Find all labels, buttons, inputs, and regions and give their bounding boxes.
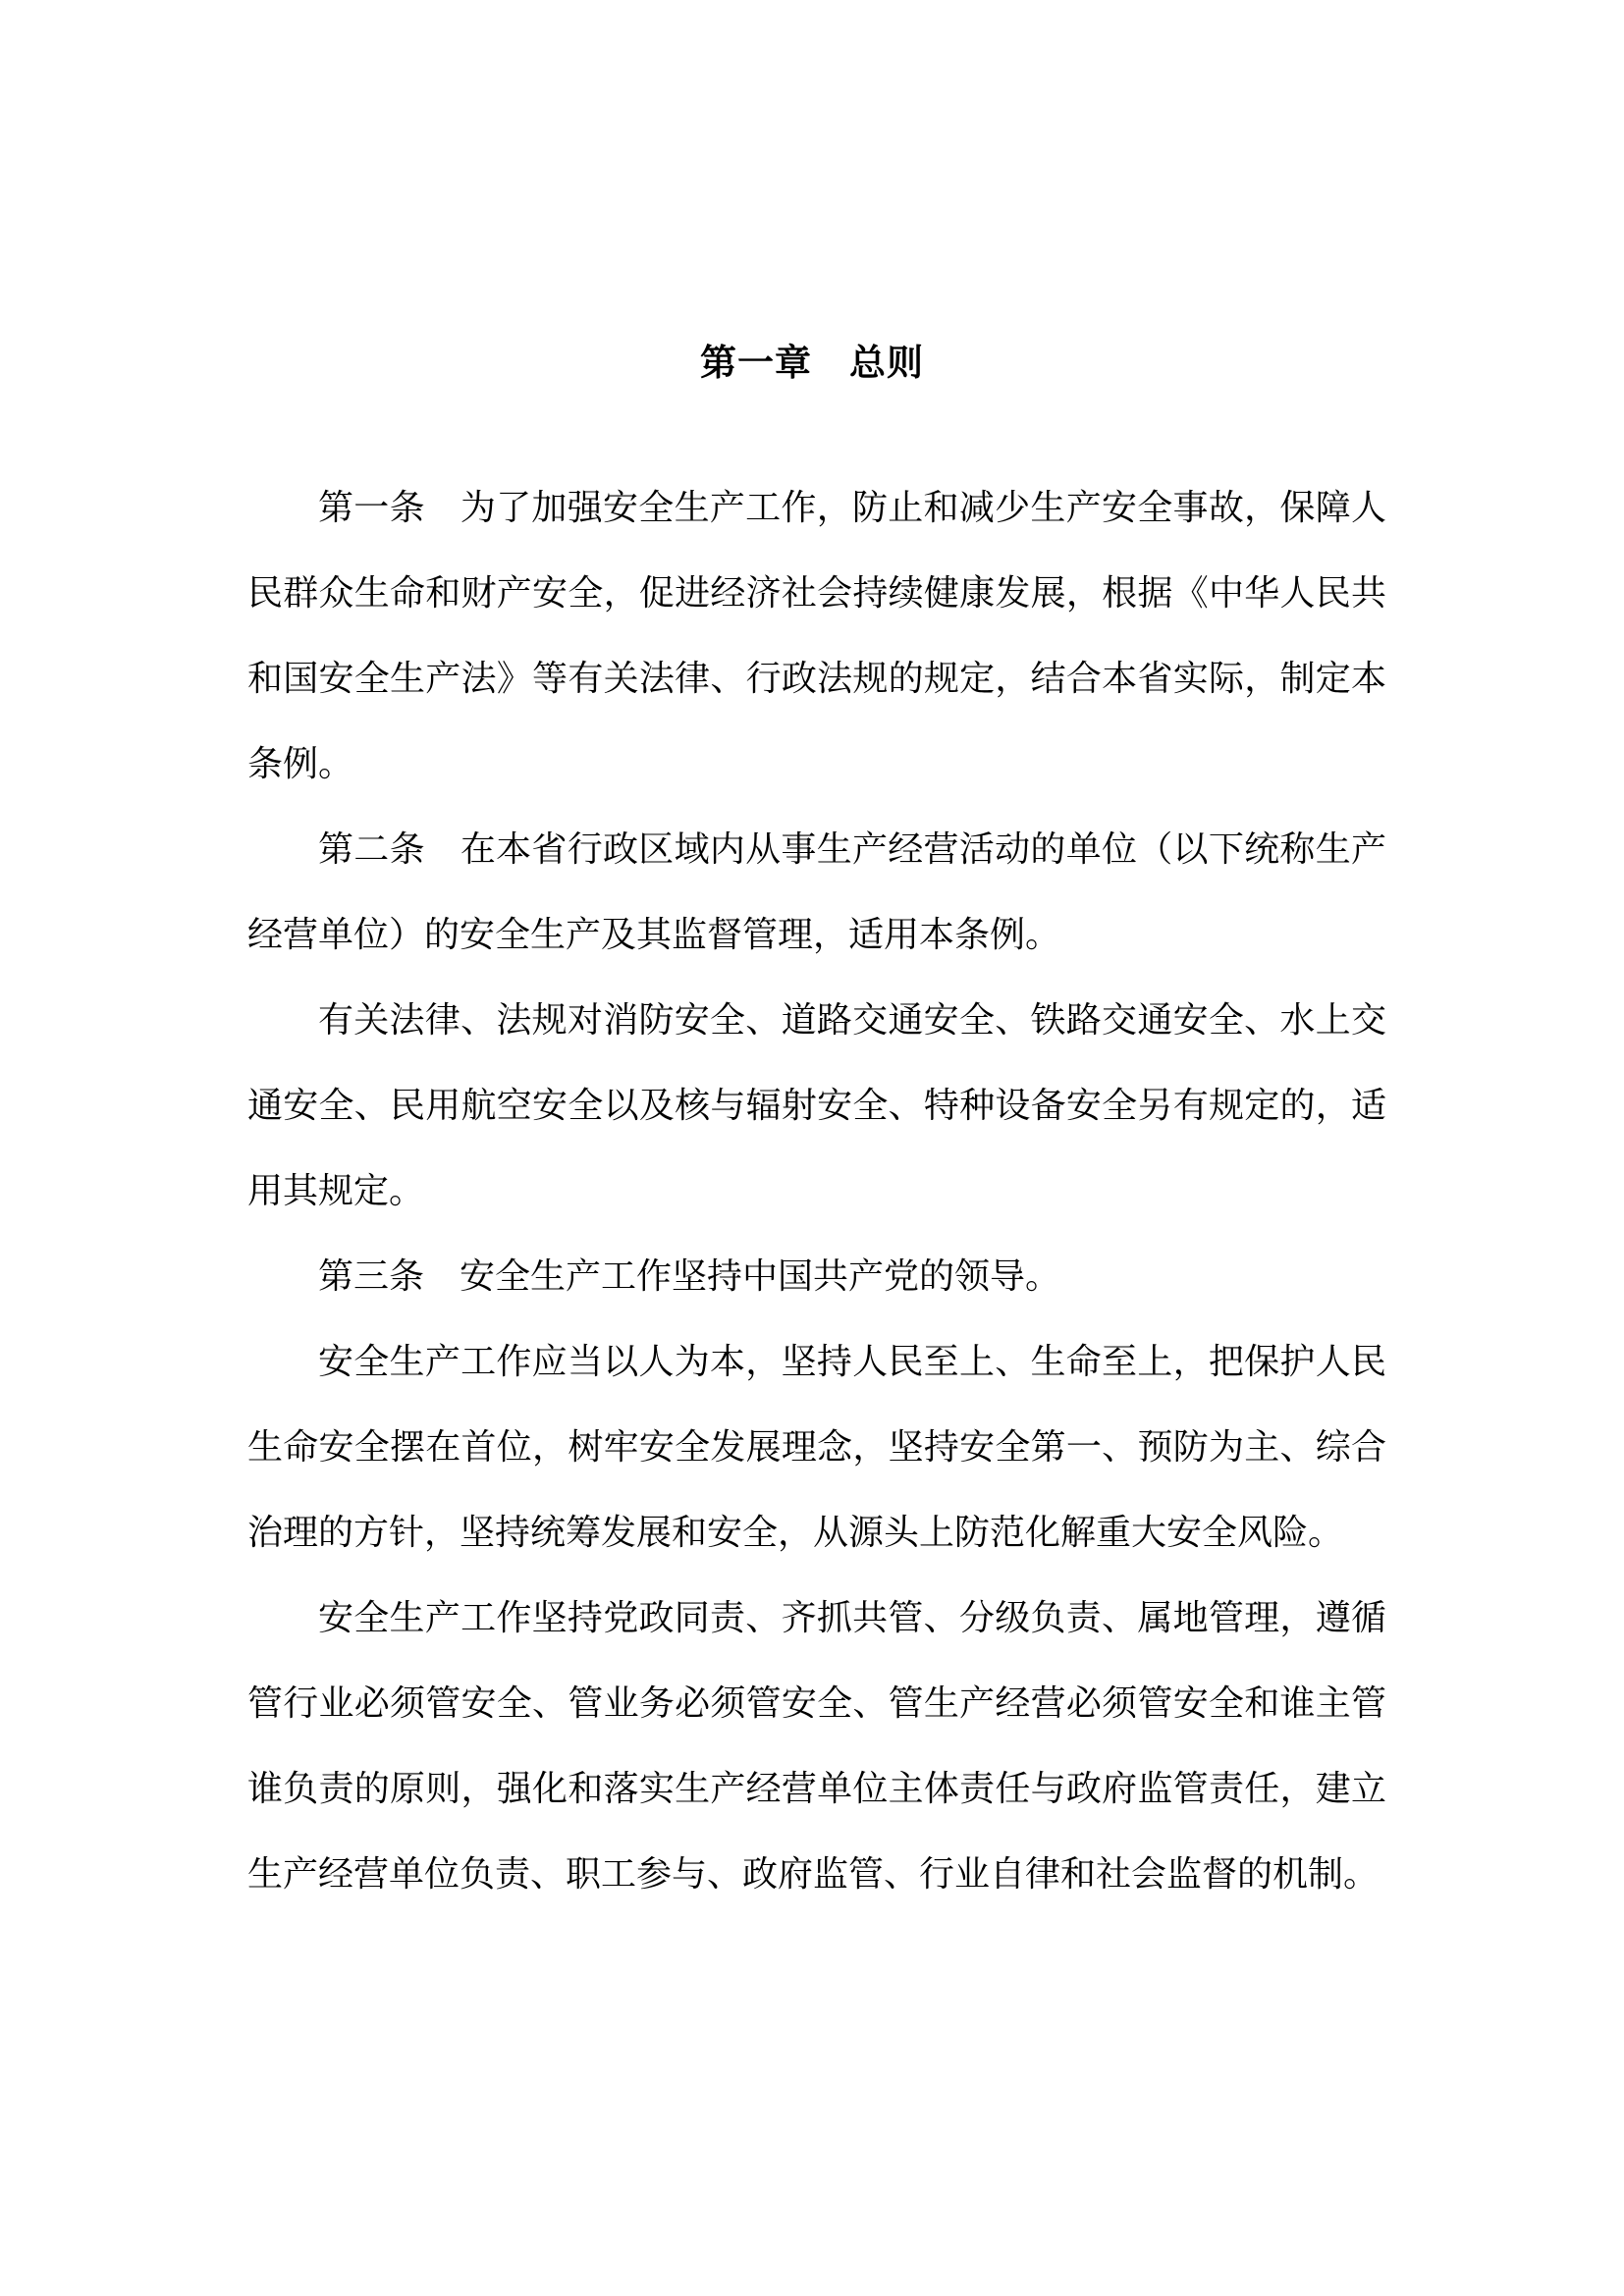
article-3-text-2: 安全生产工作应当以人为本，坚持人民至上、生命至上，把保护人民生命安全摆在首位，树牢安全发展理念，坚持安全第一、预防为主、综合治理的方针，坚持统筹发展和安全，从源头上防范化解重大安全风险。 — [247, 1342, 1386, 1553]
article-2-text-1: 在本省行政区域内从事生产经营活动的单位（以下统称生产经营单位）的安全生产及其监督管理，适用本条例。 — [247, 829, 1386, 955]
article-3-text-1: 安全生产工作坚持中国共产党的领导。 — [460, 1256, 1061, 1297]
article-2-label: 第二条 — [318, 829, 425, 870]
article-2-paragraph-1 — [247, 807, 1386, 978]
article-2-text-2: 有关法律、法规对消防安全、道路交通安全、铁路交通安全、水上交通安全、民用航空安全以及核与辐射安全、特种设备安全另有规定的，适用其规定。 — [247, 1000, 1386, 1211]
article-3-paragraph-2 — [247, 1319, 1386, 1575]
chapter-title: 第一章 总则 — [700, 342, 924, 384]
article-3-paragraph-3 — [247, 1575, 1386, 1917]
article-3-paragraph-1 — [247, 1234, 1386, 1319]
article-3-text-3: 安全生产工作坚持党政同责、齐抓共管、分级负责、属地管理，遵循管行业必须管安全、管业务必须管安全、管生产经营必须管安全和谁主管谁负责的原则，强化和落实生产经营单位主体责任与政府监管责任，建立生产经营单位负责、职工参与、政府监管、行业自律和社会监督的机制。 — [247, 1598, 1386, 1895]
article-1-text-1: 为了加强安全生产工作，防止和减少生产安全事故，保障人民群众生命和财产安全，促进经济社会持续健康发展，根据《中华人民共和国安全生产法》等有关法律、行政法规的规定，结合本省实际，制定本条例。 — [247, 488, 1386, 784]
article-1-paragraph-1 — [247, 465, 1386, 807]
article-1-label: 第一条 — [318, 488, 425, 528]
document-body — [247, 465, 1386, 1917]
article-3-label: 第三条 — [318, 1256, 425, 1297]
article-2-paragraph-2 — [247, 978, 1386, 1234]
